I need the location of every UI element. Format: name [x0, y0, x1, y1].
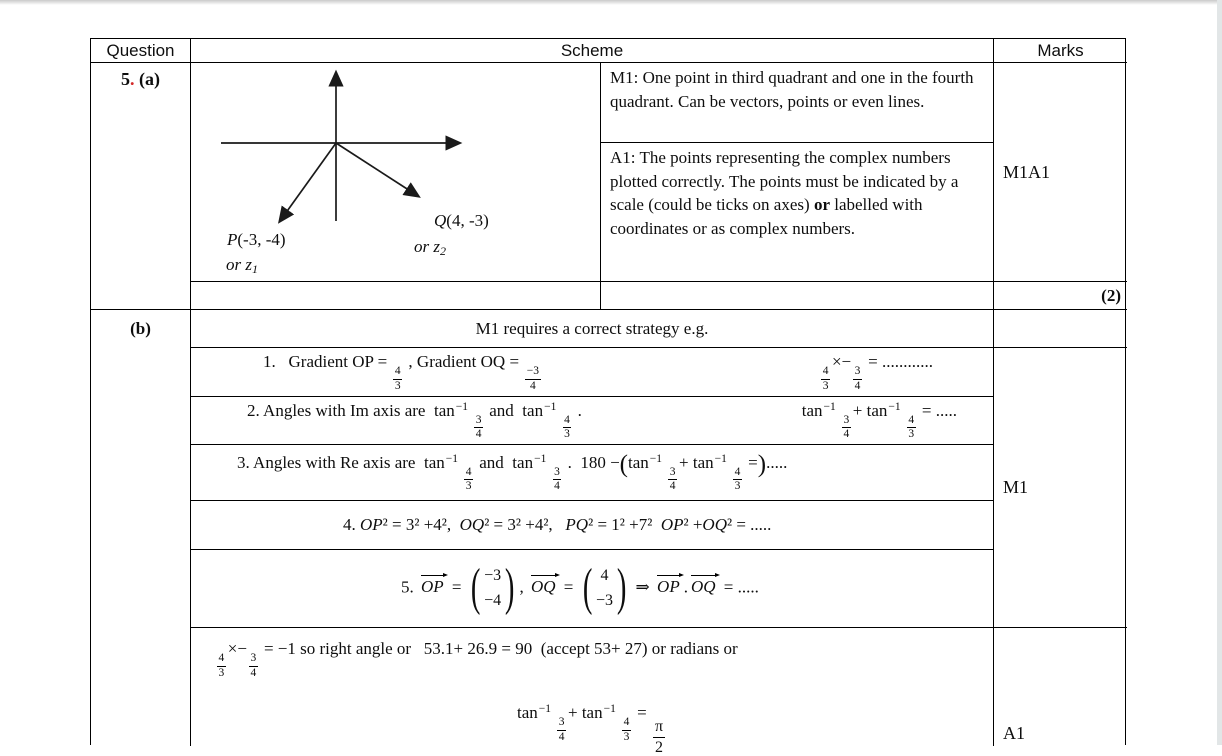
conclusion-line1: $\frac{4}{3}$ ×− $\frac{3}{4}$ = −1 so right angle or 53.1+ 26.9 = 90 (accept 53+ 27) or radians or [218, 639, 738, 679]
question-number: 5 [121, 69, 130, 89]
marks-a-value: M1A1 [1003, 161, 1051, 182]
marks-a-total-cell [994, 282, 1127, 310]
strategy-header-text: M1 requires a correct strategy e.g. [475, 318, 709, 338]
strategy-header-row [191, 310, 994, 348]
strategy-row-5 [191, 550, 994, 628]
strategy-row-1 [191, 348, 994, 397]
marks-b-a1: A1 [1003, 723, 1025, 743]
point-p-label: P(-3, -4) [227, 230, 286, 249]
page-edge-strip [1217, 0, 1222, 745]
question-part-b-cell [91, 310, 191, 746]
marks-b-m1: M1 [1003, 477, 1029, 497]
strategy-row-2 [191, 397, 994, 445]
column-header-question: Question [91, 39, 191, 63]
mark-scheme-table [90, 38, 1126, 756]
conclusion-line2: $\tan^{-1}$ $\frac{3}{4}$ + $\tan^{-1}$ $\frac{4}{3}$ = $\frac{\pi}{2}$ [516, 703, 664, 756]
marks-a-total: (2) [1101, 285, 1121, 305]
row2-right-expression: $\tan^{-1}$ $\frac{3}{4}$ + $\tan^{-1}$ $\frac{4}{3}$ = ..... [801, 400, 957, 440]
column-header-marks: Marks [994, 39, 1127, 63]
row4-expression: 4. OP² = 3² +4², OQ² = 3² +4², PQ² = 1² +7² OP² +OQ² = ..... [343, 515, 772, 534]
marks-b-a1-cell [994, 628, 1127, 746]
strategy-row-3 [191, 445, 994, 501]
question-part-a-label: (a) [134, 69, 160, 89]
row2-left-expression: 2. Angles with Im axis are $\tan^{-1}$ $\frac{3}{4}$ and $\tan^{-1}$ $\frac{4}{3}$ . [247, 400, 582, 440]
spacer-cell-right [601, 282, 994, 310]
point-q-alt-label: or $z_2$ [414, 237, 446, 258]
question-number-cell [91, 63, 191, 310]
row1-left-expression: 1. Gradient OP = $\frac{4}{3}$ , Gradient OQ = $\frac{-3}{4}$ [263, 352, 540, 392]
marks-a-cell [994, 63, 1127, 282]
point-p-alt-label: or $z_1$ [226, 255, 258, 276]
row3-expression: 3. Angles with Re axis are $\tan^{-1}$ $\frac{4}{3}$ and $\tan^{-1}$ $\frac{3}{4}$ . $180 -(\tan^{-1}$ $\frac{3}{4}$ + $\tan^{-1}$ $\frac{4}{3}$ =)..... [237, 450, 788, 492]
vector-oq [336, 143, 418, 196]
point-q-label: Q(4, -3) [434, 211, 489, 230]
row1-right-expression: $\frac{4}{3}$ ×− $\frac{3}{4}$ = ............ [822, 352, 933, 392]
question-part-b-label: (b) [130, 319, 151, 338]
vector-op [280, 143, 336, 221]
column-header-scheme: Scheme [191, 39, 994, 63]
m1-note: M1: One point in third quadrant and one in the fourth quadrant. Can be vectors, points or even lines. [601, 63, 994, 143]
conclusion-cell [191, 628, 994, 756]
marks-b-m1-cell [994, 348, 1127, 628]
spacer-cell-left [191, 282, 601, 310]
strategy-row-4 [191, 501, 994, 550]
row5-expression: 5. OP = ( −3 −4 ) , OQ = ( 4 −3 ) ⇒ OP . OQ = ..... [401, 559, 759, 617]
argand-diagram-cell [191, 63, 601, 282]
question-number-dot: . [130, 69, 135, 89]
a1-note: A1: The points representing the complex numbers plotted correctly. The points must be indicated by a scale (could be ticks on axes) or labelled with coordinates or as complex numbers. [601, 143, 994, 282]
page-top-shadow [0, 0, 1222, 5]
marks-b-empty-cell [994, 310, 1127, 348]
